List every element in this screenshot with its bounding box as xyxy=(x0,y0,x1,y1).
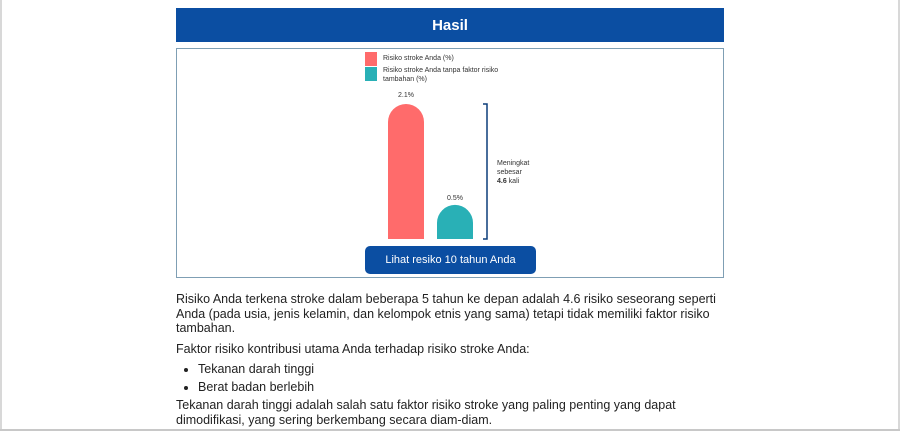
legend-own-risk-line1: Risiko stroke Anda (%) xyxy=(383,55,454,62)
annotation-multiplier: 4.6 xyxy=(497,178,507,185)
annotation-line3 xyxy=(497,177,529,186)
bar-own-risk xyxy=(388,104,424,239)
result-explanation xyxy=(176,292,736,433)
legend-baseline-line1: Risiko stroke Anda tanpa faktor risiko xyxy=(383,67,499,74)
legend-baseline-line2: tambahan (%) xyxy=(383,76,427,83)
increase-annotation xyxy=(497,159,529,186)
risk-factor-list xyxy=(176,362,736,394)
risk-chart xyxy=(176,48,724,278)
annotation-line2: sebesar xyxy=(497,169,522,176)
risk-summary-paragraph: Risiko Anda terkena stroke dalam beberapa 5 tahun ke depan adalah 4.6 risiko seseorang seperti Anda (pada usia, jenis kelamin, dan kelompok etnis yang sama) tetapi tidak memiliki faktor risiko tambahan. xyxy=(176,292,716,335)
bars-canvas xyxy=(177,49,723,277)
risk-factor-item: • Tekanan darah tinggi xyxy=(198,362,736,377)
bar-value-label-baseline-risk: 0.5% xyxy=(447,194,463,202)
result-header xyxy=(176,8,724,42)
factors-intro-paragraph: Faktor risiko kontribusi utama Anda terhadap risiko stroke Anda: xyxy=(176,341,530,356)
risk-factor-item: • Berat badan berlebih xyxy=(198,380,736,395)
window-left-edge xyxy=(0,0,2,431)
hypertension-note-paragraph: Tekanan darah tinggi adalah salah satu faktor risiko stroke yang paling penting yang dapat dimodifikasi, yang sering berkembang secara diam-diam. xyxy=(176,398,676,427)
view-10-year-risk-button[interactable]: Lihat resiko 10 tahun Anda xyxy=(365,246,536,274)
bar-baseline-risk xyxy=(437,205,473,239)
annotation-suffix: kali xyxy=(506,178,520,185)
increase-bracket xyxy=(483,104,487,239)
annotation-line1: Meningkat xyxy=(497,160,530,167)
bar-value-label-own-risk: 2.1% xyxy=(398,92,414,99)
result-title: Hasil xyxy=(432,16,468,34)
